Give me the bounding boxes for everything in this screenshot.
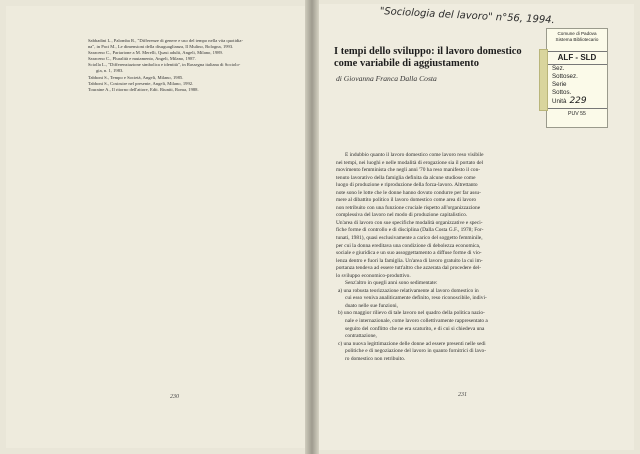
body-line: a) una robusta teorizzazione relativamente al lavoro domestico in (338, 287, 479, 294)
stamp-puv: PUV 55 (547, 108, 607, 117)
book-gutter (305, 0, 319, 454)
body-line: c) una nuova legittimazione delle donne ad essere presenti nelle sedi (338, 340, 486, 347)
stamp-code: ALF - SLD (547, 52, 607, 65)
stamp-row: Sottosez. (552, 73, 578, 80)
body-line: Un'area di lavoro con sue specifiche modalità organizzative e speci- (336, 219, 483, 226)
body-line: note sono le lotte che le donne hanno dovuto condurre per far assu- (336, 189, 481, 196)
body-line: È indubbio quanto il lavoro domestico come lavoro reso visibile (345, 152, 484, 158)
stamp-header-line: Sistema Bibliotecario (555, 37, 599, 42)
stamp-header (547, 29, 607, 52)
reference-line: Sciolla L., "Differenziazione simbolica e identità", in Rassegna italiana di Sociolo- (88, 62, 241, 68)
article-author: di Giovanna Franca Dalla Costa (336, 74, 437, 83)
body-line: per cui la donna ereditava una condizione di debolezza economica, (336, 242, 481, 249)
handwritten-note: "Sociologia del lavoro" n°56, 1994. (379, 6, 556, 27)
reference-line: na", in Paci M., Le dimensioni della disuguaglianza, Il Mulino, Bologna, 1993. (88, 44, 234, 50)
title-line: come variabile di aggiustamento (334, 58, 479, 69)
body-line: non retribuito con una funzione cruciale rispetto all'organizzazione (336, 204, 481, 211)
body-line: movimento femminista che negli anni '70 ha reso manifesto il con- (336, 167, 481, 174)
body-line: tenuto lavorativo della famiglia definita da alcune studiose come (336, 174, 476, 181)
article-body (336, 152, 554, 363)
stamp-row: Sottos. (552, 89, 572, 96)
reference-line: Saraceno C., Pariarione a M. Merelli, Quasi adulti, Angeli, Milano, 1989. (88, 50, 223, 56)
stamp-header-line: Comune di Padova (557, 31, 597, 36)
reference-line: Tabboni S., Costruire nel presente, Angeli, Milano, 1992. (88, 80, 194, 86)
body-line: politiche e di negoziazione del lavoro in quanto fornitrici di lavo- (345, 348, 487, 355)
body-line: contrattazione, (345, 333, 377, 340)
article-title (334, 46, 544, 70)
body-line: ro domestico non retribuito. (345, 355, 406, 362)
reference-line: Touraine A., Il ritorno dell'attore, Edit. Riuniti, Roma, 1988. (88, 86, 199, 92)
stamp-row: Sez. (552, 65, 565, 72)
body-line: fiche forme di controllo e di disciplina (Dalla Costa G.F., 1978; For- (336, 227, 484, 234)
stamp-unita-label: Unità (552, 98, 567, 105)
right-page-number: 231 (458, 392, 467, 398)
body-line: complessiva del lavoro nel modo di produzione capitalistico. (336, 212, 468, 219)
body-line: cui esso veniva analiticamente definito, reso riconoscibile, indivi- (345, 295, 487, 302)
body-line: portanza tendeva ad essere tutt'altro che azzerata dal procedere del- (336, 265, 482, 272)
body-line: mere al dibattito politico il lavoro domestico come area di lavoro (336, 197, 477, 204)
body-line: Senz'altro in quegli anni sono sedimentate: (345, 280, 438, 287)
library-stamp (546, 28, 608, 128)
reference-line: gia, n. 1, 1983. (96, 68, 124, 74)
reference-line: Saraceno C., Pluralità e mutamento, Angeli, Milano, 1987. (88, 56, 196, 62)
reference-line: Tabboni S., Tempo e Società, Angeli, Milano, 1985. (88, 74, 184, 80)
body-line: nale e internazionale, come lavoro collettivamente rappresentato a (345, 318, 488, 325)
body-line: luogo di produzione e riproduzione della forza-lavoro. Altrettanto (336, 182, 478, 189)
stamp-unita-value: 229 (569, 96, 587, 106)
left-page-number: 230 (170, 394, 179, 400)
body-line: lenza dentro e fuori la famiglia. Un'area di lavoro gratuito la cui im- (336, 257, 483, 264)
body-line: sociale e giuridica e un suo assoggettamento a diffuse forme di vio- (336, 250, 482, 257)
stamp-row: Serie (552, 81, 567, 88)
title-line: I tempi dello sviluppo: il lavoro domestico (334, 46, 522, 57)
body-line: duato nelle sue funzioni, (345, 302, 398, 309)
stamp-unita-row (547, 97, 607, 106)
references-list (88, 38, 303, 93)
reference-line: Sabbadini L., Palomba R., "Differenze di genere e uso del tempo nella vita quotidia- (88, 38, 243, 43)
body-line: tunati, 1981), quasi esclusivamente a carico del soggetto femminile, (336, 235, 483, 242)
body-line: lo sviluppo economico-produttivo. (336, 272, 411, 279)
stamp-tape (539, 49, 548, 111)
body-line: b) uno maggior rilievo di tale lavoro nel quadro della politica nazio- (338, 310, 485, 317)
body-line: seguito del conflitto che ne era scaturito, e di cui si chiedeva una (345, 325, 485, 332)
body-line: nei tempi, nei luoghi e nelle modalità di erogazione sia il portato del (336, 159, 484, 166)
